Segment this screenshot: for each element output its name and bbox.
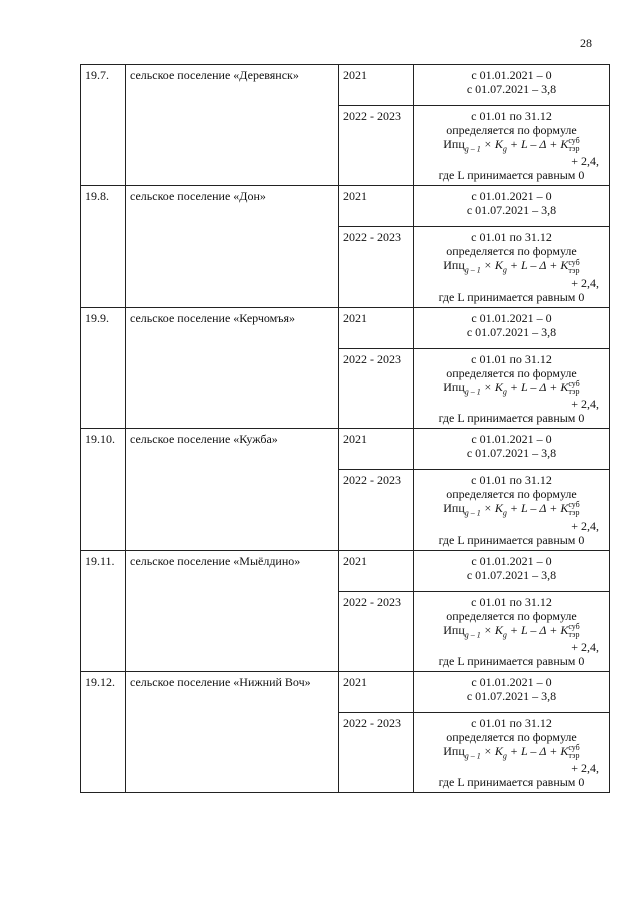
year-cell: 2022 - 2023 [339,712,414,792]
formula-k-sup: суб [568,136,580,146]
formula-value [414,591,610,671]
period-line: с 01.07.2021 – 3,8 [466,688,557,703]
row-number: 19.10. [81,429,126,550]
formula-prefix: Ипц [443,501,465,516]
formula-k-sup: суб [568,257,580,267]
formula-kg-sub: g [502,629,507,639]
row-number: 19.11. [81,550,126,671]
formula-line: где L принимается равным 0 [438,411,585,426]
period-line: с 01.07.2021 – 3,8 [466,82,557,96]
formula-k-index [568,380,579,396]
formula-rest: + L – Δ + K [506,137,569,151]
formula-body: × K [480,258,503,273]
settlement-table [80,64,610,793]
formula-k-sub: тэр [568,508,580,518]
formula-line: с 01.01 по 31.12 [471,715,552,730]
year-cell: 2021 [339,65,414,106]
period-value [414,671,610,712]
formula-k-sub: тэр [568,265,580,275]
formula-line: с 01.01 по 31.12 [471,473,552,488]
formula-body: × K [480,743,503,758]
formula-line: с 01.01 по 31.12 [471,230,552,245]
formula-k-sub: тэр [568,629,580,639]
formula-k-sup: суб [568,621,580,631]
year-cell: 2022 - 2023 [339,470,414,550]
formula-line: определяется по формуле [446,487,577,502]
formula-sub: g – 1 [464,387,481,397]
formula-line: где L принимается равным 0 [438,168,585,183]
settlement-name: сельское поселение «Деревянск» [126,65,339,186]
period-value [414,307,610,348]
formula-prefix: Ипц [443,258,465,273]
settlement-name: сельское поселение «Мыёлдино» [126,550,339,671]
period-line: с 01.01.2021 – 0 [471,553,552,568]
period-line: с 01.07.2021 – 3,8 [466,567,557,582]
formula-value [414,470,610,550]
formula-tail: + 2,4, [571,154,599,169]
formula-body: × K [480,622,503,637]
settlement-name: сельское поселение «Дон» [126,186,339,307]
formula-line: с 01.01 по 31.12 [471,594,552,609]
formula-sub: g – 1 [464,265,481,275]
page-number: 28 [580,36,592,50]
formula-kg-sub: g [502,751,507,761]
formula-rest: + L – Δ + K [506,743,569,758]
row-number: 19.12. [81,671,126,792]
formula-k-sup: суб [568,743,580,753]
formula-tail: + 2,4, [571,761,599,776]
formula-kg-sub: g [502,508,507,518]
formula [418,501,605,520]
year-cell: 2021 [339,429,414,470]
year-cell: 2021 [339,550,414,591]
formula-tail: + 2,4, [571,275,599,290]
row-number: 19.9. [81,307,126,428]
period-line: с 01.01.2021 – 0 [471,432,552,447]
formula-kg-sub: g [502,387,507,397]
formula-line: где L принимается равным 0 [438,775,585,790]
formula-k-index [568,259,579,275]
formula-body: × K [480,137,503,151]
formula-value [414,712,610,792]
formula-prefix: Ипц [443,743,465,758]
formula-sub: g – 1 [464,508,481,518]
formula-tail: + 2,4, [571,397,599,412]
year-cell: 2022 - 2023 [339,106,414,186]
formula-k-sub: тэр [568,751,580,761]
period-line: с 01.01.2021 – 0 [471,674,552,689]
period-value [414,550,610,591]
formula-tail: + 2,4, [571,518,599,533]
year-cell: 2021 [339,186,414,227]
formula-line: определяется по формуле [446,244,577,259]
formula-kg-sub: g [502,265,507,275]
formula-k-index [568,501,579,517]
table-row [81,671,610,712]
period-line: с 01.07.2021 – 3,8 [466,203,557,218]
period-value [414,429,610,470]
formula-line: определяется по формуле [446,608,577,623]
formula-line: с 01.01 по 31.12 [471,109,552,123]
table-row [81,307,610,348]
formula-rest: + L – Δ + K [506,622,569,637]
formula-rest: + L – Δ + K [506,501,569,516]
formula-value [414,348,610,428]
row-number: 19.8. [81,186,126,307]
formula-sub: g – 1 [464,144,481,154]
year-cell: 2021 [339,671,414,712]
formula-sub: g – 1 [464,629,481,639]
formula-body: × K [480,379,503,394]
formula-line: определяется по формуле [446,365,577,380]
formula-k-sub: тэр [568,387,580,397]
period-line: с 01.07.2021 – 3,8 [466,324,557,339]
year-cell: 2021 [339,307,414,348]
period-line: с 01.01.2021 – 0 [471,189,552,204]
formula-line: где L принимается равным 0 [438,653,585,668]
table-row [81,186,610,227]
formula-value [414,106,610,186]
table-row [81,429,610,470]
settlement-name: сельское поселение «Керчомъя» [126,307,339,428]
formula-kg-sub: g [502,144,507,154]
formula [418,258,605,277]
formula-k-sup: суб [568,379,580,389]
formula-line: с 01.01 по 31.12 [471,351,552,366]
settlement-name: сельское поселение «Кужба» [126,429,339,550]
formula-k-sup: суб [568,500,580,510]
formula-line: определяется по формуле [446,123,577,137]
year-cell: 2022 - 2023 [339,591,414,671]
formula-rest: + L – Δ + K [506,258,569,273]
formula-body: × K [480,501,503,516]
formula-line: где L принимается равным 0 [438,289,585,304]
formula-value [414,227,610,307]
period-value [414,186,610,227]
settlement-name: сельское поселение «Нижний Воч» [126,671,339,792]
row-number: 19.7. [81,65,126,186]
formula-prefix: Ипц [443,622,465,637]
period-line: с 01.07.2021 – 3,8 [466,446,557,461]
table-row [81,65,610,106]
formula-tail: + 2,4, [571,639,599,654]
year-cell: 2022 - 2023 [339,227,414,307]
formula-k-index [568,744,579,760]
period-line: с 01.01.2021 – 0 [471,68,552,82]
period-line: с 01.01.2021 – 0 [471,310,552,325]
formula-prefix: Ипц [443,379,465,394]
formula-k-index [568,137,579,153]
formula-k-index [568,623,579,639]
year-cell: 2022 - 2023 [339,348,414,428]
formula-sub: g – 1 [464,751,481,761]
formula-line: определяется по формуле [446,729,577,744]
formula-rest: + L – Δ + K [506,379,569,394]
table-row [81,550,610,591]
formula-prefix: Ипц [443,137,465,151]
formula-line: где L принимается равным 0 [438,532,585,547]
period-value [414,65,610,106]
formula-k-sub: тэр [568,144,580,154]
